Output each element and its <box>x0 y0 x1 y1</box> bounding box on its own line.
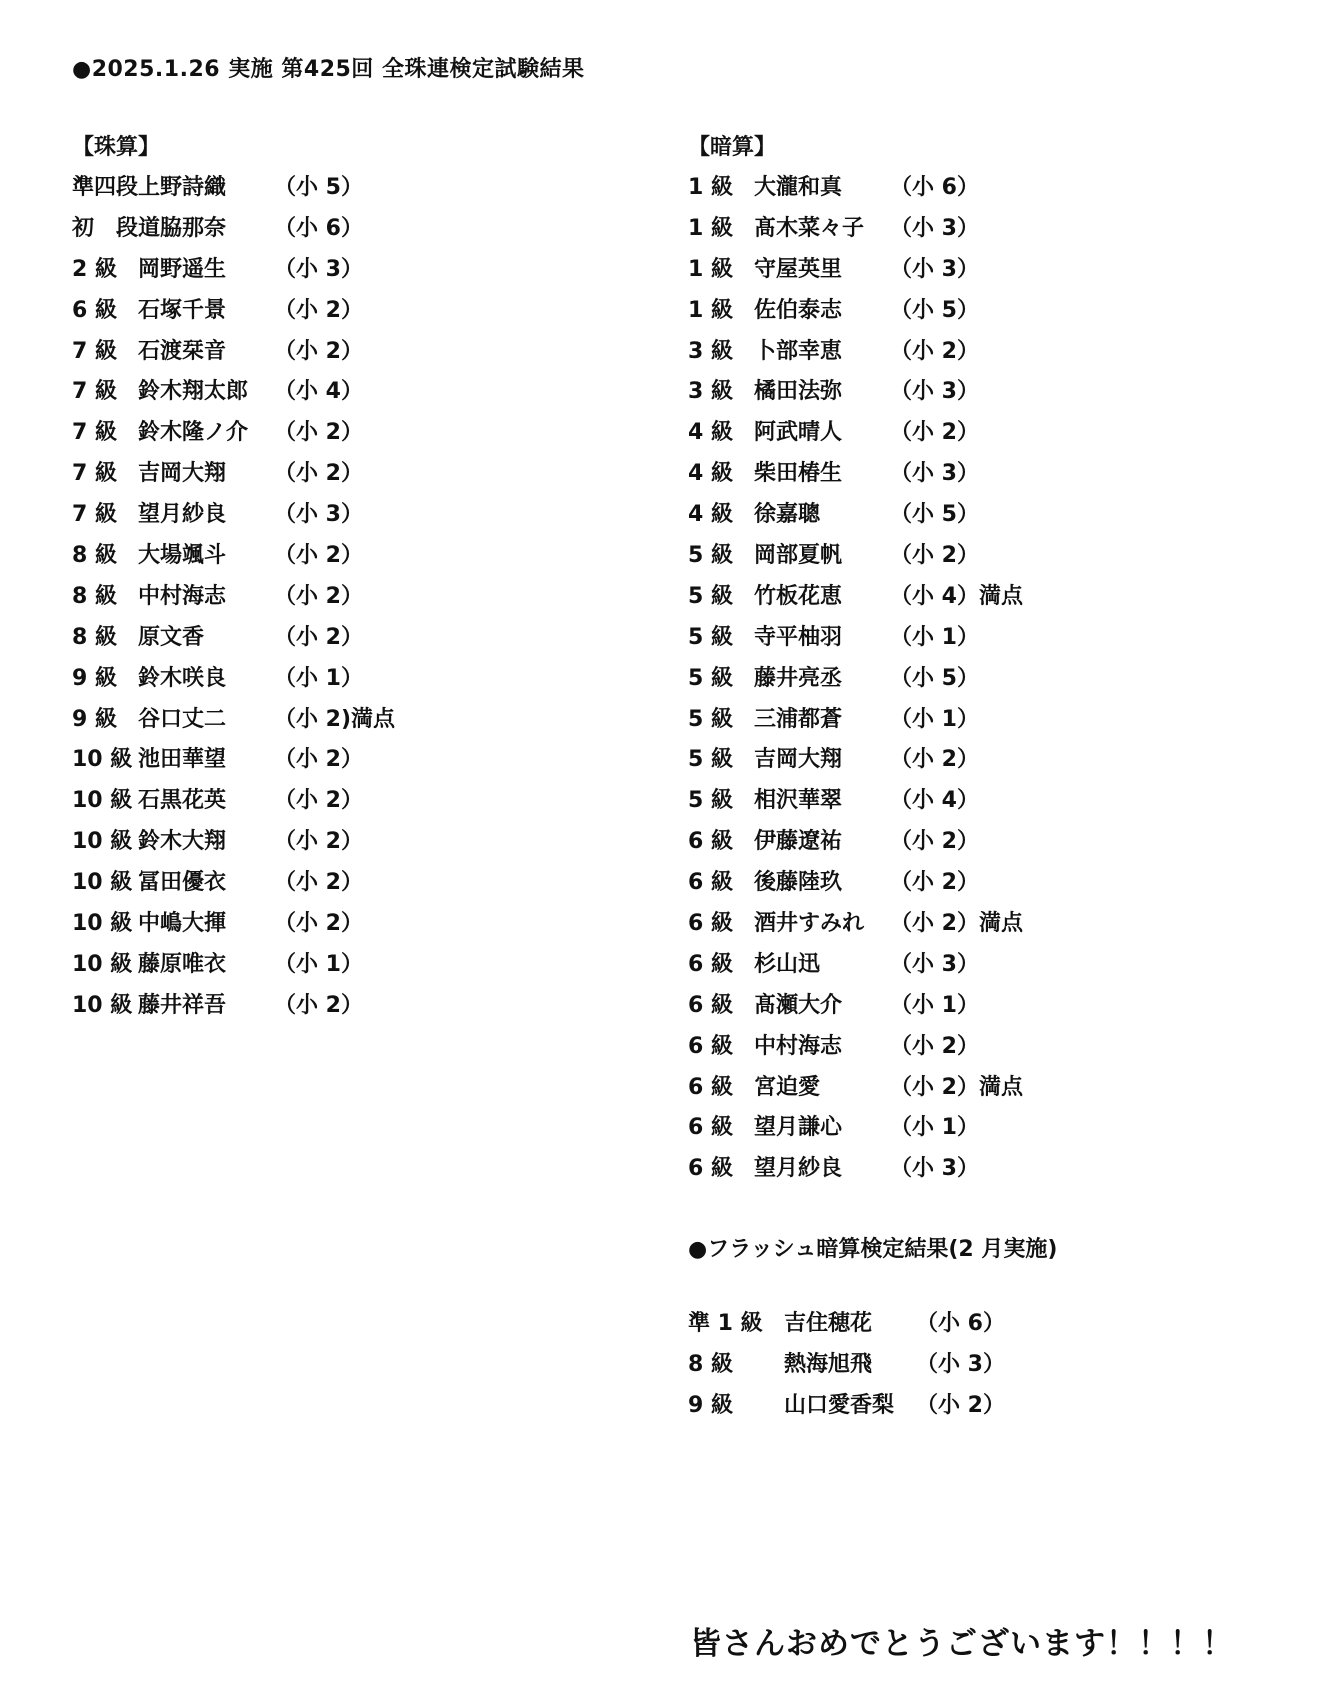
result-name: 鈴木咲良 <box>138 665 227 691</box>
result-row <box>688 745 1208 786</box>
result-row <box>688 500 1208 541</box>
result-name: 髙木菜々子 <box>754 215 865 241</box>
result-row <box>688 868 1208 909</box>
result-grade: （小 3） <box>890 379 979 405</box>
result-row <box>688 214 1208 255</box>
result-rank: 準 1 級 <box>688 1311 763 1336</box>
result-name: 望月紗良 <box>138 502 227 528</box>
result-row <box>72 705 592 746</box>
result-grade: （小 2） <box>274 297 363 323</box>
result-grade: （小 2） <box>890 870 979 896</box>
result-row <box>72 909 592 950</box>
result-rank: 9 級 <box>72 706 117 732</box>
result-rank: 8 級 <box>72 583 117 609</box>
result-rank: 9 級 <box>688 1392 733 1418</box>
flash-anzan-heading: ●フラッシュ暗算検定結果(2 月実施) <box>688 1237 1058 1262</box>
result-row <box>688 337 1208 378</box>
result-grade: （小 1） <box>890 624 979 650</box>
result-rank: 8 級 <box>72 624 117 650</box>
result-grade: （小 2） <box>274 624 363 650</box>
soroban-results-section <box>72 133 592 1032</box>
result-row <box>72 377 592 418</box>
result-name: 石塚千景 <box>138 297 227 323</box>
soroban-results-list <box>72 173 592 1032</box>
result-rank: 1 級 <box>688 256 733 282</box>
result-rank: 6 級 <box>688 1156 733 1182</box>
result-row <box>72 582 592 623</box>
result-rank: 10 級 <box>72 747 133 773</box>
soroban-heading: 【珠算】 <box>72 135 161 160</box>
result-rank: 10 級 <box>72 951 133 977</box>
result-name: 寺平柚羽 <box>754 624 843 650</box>
result-rank: 5 級 <box>688 665 733 691</box>
result-name: 柴田椿生 <box>754 461 843 487</box>
result-row <box>72 991 592 1032</box>
result-row <box>688 664 1208 705</box>
result-rank: 4 級 <box>688 420 733 446</box>
result-row <box>688 173 1208 214</box>
result-name: 冨田優衣 <box>138 870 227 896</box>
result-rank: 5 級 <box>688 583 733 609</box>
result-row <box>688 582 1208 623</box>
result-row <box>72 418 592 459</box>
result-row <box>72 541 592 582</box>
result-rank: 7 級 <box>72 338 117 364</box>
result-rank: 8 級 <box>688 1351 733 1377</box>
result-rank: 6 級 <box>688 829 733 855</box>
result-grade: （小 2） <box>274 583 363 609</box>
result-grade: （小 2） <box>274 870 363 896</box>
result-row <box>688 459 1208 500</box>
result-note: 満点 <box>351 706 396 732</box>
result-grade: （小 5） <box>274 175 363 200</box>
result-grade: （小 3） <box>916 1351 1005 1377</box>
result-name: 伊藤遼祐 <box>754 829 843 855</box>
result-name: 吉岡大翔 <box>754 747 843 773</box>
result-grade: （小 2） <box>274 420 363 446</box>
result-row <box>72 786 592 827</box>
result-name: 岡野遥生 <box>138 256 227 282</box>
result-rank: 3 級 <box>688 379 733 405</box>
result-name: 石黒花英 <box>138 788 227 814</box>
result-rank: 6 級 <box>688 1115 733 1141</box>
result-name: 中村海志 <box>138 583 227 609</box>
result-grade: （小 5） <box>890 297 979 323</box>
result-rank: 5 級 <box>688 706 733 732</box>
result-rank: 1 級 <box>688 215 733 241</box>
result-rank: 9 級 <box>72 665 117 691</box>
result-note: 満点 <box>978 583 1023 609</box>
result-note: 満点 <box>978 1074 1023 1100</box>
result-grade: （小 2） <box>274 829 363 855</box>
anzan-results-list <box>688 173 1208 1195</box>
result-rank: 10 級 <box>72 870 133 896</box>
result-grade: （小 2） <box>890 543 979 569</box>
result-name: 藤井亮丞 <box>754 665 843 691</box>
result-name: 鈴木大翔 <box>138 829 227 855</box>
result-name: 大場颯斗 <box>138 543 227 569</box>
result-grade: （小 3） <box>274 256 363 282</box>
result-row <box>688 1032 1208 1073</box>
result-grade: （小 2） <box>890 911 979 937</box>
result-grade: （小 3） <box>890 1156 979 1182</box>
result-rank: 6 級 <box>688 992 733 1018</box>
result-grade: （小 5） <box>890 502 979 528</box>
congratulations-message: 皆さんおめでとうございます！！！！ <box>690 1626 1234 1662</box>
result-grade: （小 2） <box>274 788 363 814</box>
result-grade: （小 3） <box>890 951 979 977</box>
result-rank: 4 級 <box>688 502 733 528</box>
result-row <box>72 500 592 541</box>
result-grade: （小 6） <box>274 215 363 241</box>
result-row <box>688 909 1208 950</box>
result-grade: （小 2） <box>890 420 979 446</box>
result-grade: （小 2） <box>890 1033 979 1059</box>
result-row <box>72 459 592 500</box>
result-name: 中嶋大揮 <box>138 911 227 937</box>
result-grade: （小 6） <box>890 175 979 200</box>
result-grade: （小 1） <box>890 992 979 1018</box>
result-rank: 6 級 <box>688 1074 733 1100</box>
result-name: 髙瀬大介 <box>754 992 843 1018</box>
result-grade: （小 1） <box>274 951 363 977</box>
result-row <box>688 950 1208 991</box>
result-name: 石渡栞音 <box>138 338 227 364</box>
result-name: 原文香 <box>138 624 205 650</box>
result-name: 守屋英里 <box>754 256 843 282</box>
result-row <box>688 377 1208 418</box>
result-name: 鈴木翔太郎 <box>138 379 249 405</box>
result-rank: 6 級 <box>688 1033 733 1059</box>
result-rank: 7 級 <box>72 461 117 487</box>
result-row <box>72 827 592 868</box>
result-name: 山口愛香梨 <box>784 1392 895 1418</box>
result-grade: （小 1） <box>890 1115 979 1141</box>
result-rank: 10 級 <box>72 788 133 814</box>
result-rank: 5 級 <box>688 747 733 773</box>
result-grade: （小 2） <box>274 911 363 937</box>
result-rank: 初 段 <box>72 215 139 241</box>
result-row <box>688 623 1208 664</box>
result-rank: 7 級 <box>72 420 117 446</box>
result-rank: 7 級 <box>72 379 117 405</box>
result-grade: （小 3） <box>890 215 979 241</box>
result-name: 橘田法弥 <box>754 379 843 405</box>
result-name: 吉住穂花 <box>784 1311 873 1336</box>
result-row <box>688 827 1208 868</box>
result-grade: （小 2） <box>890 829 979 855</box>
result-grade: （小 4） <box>890 788 979 814</box>
result-row <box>72 745 592 786</box>
result-row <box>72 255 592 296</box>
result-row <box>688 786 1208 827</box>
result-row <box>72 664 592 705</box>
result-name: 藤井祥吾 <box>138 992 227 1018</box>
result-grade: （小 3） <box>890 256 979 282</box>
result-row <box>688 1073 1208 1114</box>
result-name: 望月紗良 <box>754 1156 843 1182</box>
result-grade: （小 3） <box>274 502 363 528</box>
result-grade: （小 2） <box>274 461 363 487</box>
result-rank: 10 級 <box>72 829 133 855</box>
result-rank: 6 級 <box>688 870 733 896</box>
flash-anzan-results-list <box>688 1309 1248 1432</box>
result-rank: 5 級 <box>688 788 733 814</box>
result-grade: （小 3） <box>890 461 979 487</box>
result-row <box>688 1154 1208 1195</box>
result-row <box>688 418 1208 459</box>
result-rank: 6 級 <box>688 911 733 937</box>
result-row <box>688 541 1208 582</box>
result-grade: （小 2） <box>890 747 979 773</box>
page-title: ●2025.1.26 実施 第425回 全珠連検定試験結果 <box>72 57 585 82</box>
result-name: 藤原唯衣 <box>138 951 227 977</box>
result-row <box>72 623 592 664</box>
result-name: 大瀧和真 <box>754 175 843 200</box>
result-rank: 10 級 <box>72 992 133 1018</box>
result-grade: （小 2） <box>890 1074 979 1100</box>
result-row <box>688 296 1208 337</box>
result-rank: 5 級 <box>688 624 733 650</box>
result-grade: （小 1） <box>890 706 979 732</box>
result-row <box>72 214 592 255</box>
result-name: 後藤陸玖 <box>754 870 843 896</box>
result-row <box>688 1113 1208 1154</box>
result-row <box>688 1309 1248 1350</box>
result-note: 満点 <box>978 911 1023 937</box>
result-rank: 10 級 <box>72 911 133 937</box>
result-name: 阿武晴人 <box>754 420 843 446</box>
result-rank: 3 級 <box>688 338 733 364</box>
result-grade: （小 2） <box>274 747 363 773</box>
result-row <box>72 173 592 214</box>
result-name: 望月謙心 <box>754 1115 843 1141</box>
result-name: 徐嘉聰 <box>754 502 821 528</box>
result-name: 佐伯泰志 <box>754 297 843 323</box>
result-name: 吉岡大翔 <box>138 461 227 487</box>
result-rank: 準四段 <box>72 175 139 200</box>
result-rank: 1 級 <box>688 175 733 200</box>
result-row <box>688 1391 1248 1432</box>
result-name: 中村海志 <box>754 1033 843 1059</box>
result-name: 岡部夏帆 <box>754 543 843 569</box>
result-row <box>72 868 592 909</box>
result-name: 熱海旭飛 <box>784 1351 873 1377</box>
result-rank: 1 級 <box>688 297 733 323</box>
result-grade: （小 2) <box>274 706 352 732</box>
result-name: 相沢華翠 <box>754 788 843 814</box>
result-grade: （小 4） <box>274 379 363 405</box>
result-name: 上野詩織 <box>138 175 227 200</box>
anzan-heading: 【暗算】 <box>688 135 777 160</box>
result-name: 宮迫愛 <box>754 1074 821 1100</box>
result-grade: （小 2） <box>274 543 363 569</box>
result-row <box>72 296 592 337</box>
anzan-results-section <box>688 133 1208 1195</box>
result-name: 谷口丈二 <box>138 706 227 732</box>
result-grade: （小 6） <box>916 1311 1005 1336</box>
result-rank: 6 級 <box>688 951 733 977</box>
result-rank: 7 級 <box>72 502 117 528</box>
result-grade: （小 2） <box>916 1392 1005 1418</box>
result-rank: 2 級 <box>72 256 117 282</box>
result-name: 道脇那奈 <box>138 215 227 241</box>
result-name: 卜部幸恵 <box>754 338 843 364</box>
result-grade: （小 1） <box>274 665 363 691</box>
result-rank: 8 級 <box>72 543 117 569</box>
result-name: 三浦都蒼 <box>754 706 843 732</box>
result-rank: 4 級 <box>688 461 733 487</box>
result-rank: 5 級 <box>688 543 733 569</box>
result-row <box>688 705 1208 746</box>
result-grade: （小 2） <box>274 338 363 364</box>
result-grade: （小 2） <box>890 338 979 364</box>
result-row <box>688 991 1208 1032</box>
result-name: 池田華望 <box>138 747 227 773</box>
result-name: 杉山迅 <box>754 951 821 977</box>
result-grade: （小 2） <box>274 992 363 1018</box>
result-name: 酒井すみれ <box>754 911 865 937</box>
result-grade: （小 5） <box>890 665 979 691</box>
flash-anzan-results-section <box>688 1235 1248 1432</box>
result-row <box>72 337 592 378</box>
result-row <box>688 255 1208 296</box>
result-name: 竹板花恵 <box>754 583 843 609</box>
result-row <box>72 950 592 991</box>
result-grade: （小 4） <box>890 583 979 609</box>
result-rank: 6 級 <box>72 297 117 323</box>
result-name: 鈴木隆ノ介 <box>138 420 249 446</box>
result-row <box>688 1350 1248 1391</box>
